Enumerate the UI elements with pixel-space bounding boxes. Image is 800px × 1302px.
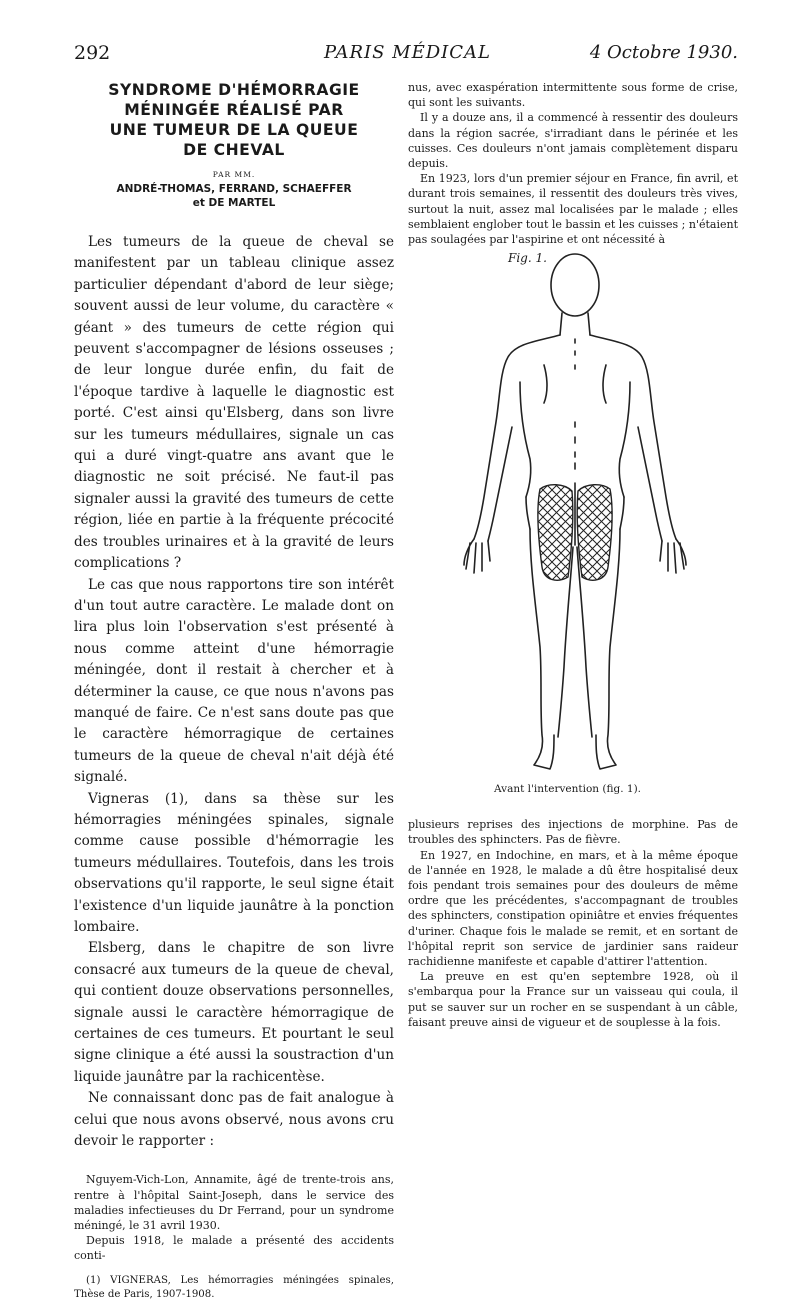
head-outline [551, 254, 599, 316]
observation-paragraph: En 1927, en Indochine, en mars, et à la même époque de l'année en 1928, le malade a dû être hospitalisé deux fois pendant trois semaines pour des douleurs de même ordre que les précédentes, s'accompagnant de troubles des sphincters, constipation opiniâtre et envies fréquentes d'uriner. Chaque fois le malade se remit, et en sortant de l'hôpital reprit son service de jardinier sans raideur rachidienne manifeste et capable d'attirer l'attention. [408, 848, 738, 969]
title-line: SYNDROME D'HÉMORRAGIE [108, 81, 360, 99]
authors-line: ANDRÉ-THOMAS, FERRAND, SCHAEFFER [116, 183, 352, 195]
paragraph: Les tumeurs de la queue de cheval se manifestent par un tableau clinique assez particulier dépendant d'abord de leur siège; souvent aussi de leur volume, du caractère « géant » des tumeurs de cette région qui peuvent s'accompagner de lésions osseuses ; de leur longue durée enfin, du fait de l'époque tardive à laquelle le diagnostic est porté. C'est ainsi qu'Elsberg, dans son livre sur les tumeurs médullaires, signale un cas qui a duré vingt-quatre ans avant que le diagnostic ne soit précisé. Ne faut-il pas signaler aussi la gravité des tumeurs de cette région, liée en partie à la fréquente précocité des troubles urinaires et à la gravité de leurs complications ? [74, 234, 394, 572]
figure-caption: Avant l'intervention (fig. 1). [494, 783, 642, 796]
par-mm: PAR MM. [212, 170, 256, 179]
observation-paragraph: Il y a douze ans, il a commencé à ressentir des douleurs dans la région sacrée, s'irradiant dans le périnée et les cuisses. Ces douleurs n'ont jamais complètement disparu depuis. [408, 111, 738, 171]
observation-paragraph: En 1923, lors d'un premier séjour en France, fin avril, et durant trois semaines, il ressentit des douleurs très vives, surtout la nuit, assez mal localisées par le malade ; elles semblaient englober tout le bassin et les cuisses ; n'étaient pas soulagées par l'aspirine et ont nécessité à [408, 172, 739, 247]
observation-start [74, 1172, 394, 1263]
journal-name: PARIS MÉDICAL [324, 42, 492, 63]
authors [74, 182, 394, 210]
page-header [74, 42, 738, 72]
paragraph: Ne connaissant donc pas de fait analogue à celui que nous avons observé, nous avons cru devoir le rapporter : [74, 1090, 394, 1150]
observation-continued [408, 80, 738, 247]
body-diagram-back-view [408, 247, 738, 777]
paragraph: Vigneras (1), dans sa thèse sur les hémorragies méningées spinales, signale comme cause possible d'hémorragie les tumeurs médullaires. Toutefois, dans les trois observations qu'il rapporte, le seul signe était l'existence d'un liquide jaunâtre à la ponction lombaire. [74, 790, 394, 935]
observation-paragraph: nus, avec exaspération intermittente sous forme de crise, qui sont les suivants. [408, 81, 738, 110]
hatched-area-left [538, 485, 573, 580]
issue-date: 4 Octobre 1930. [589, 42, 738, 63]
paragraph: Elsberg, dans le chapitre de son livre consacré aux tumeurs de la queue de cheval, qui contient douze observations personnelles, signale aussi le caractère hémorragique de certaines de ces tumeurs. Et pourtant le seul signe clinique a été aussi la soustraction d'un liquide jaunâtre par la rachicentèse. [74, 940, 394, 1085]
page-number: 292 [74, 42, 111, 64]
observation-paragraph: La preuve en est qu'en septembre 1928, où il s'embarqua pour la France sur un vaisseau qui coula, il put se sauver sur un rocher en se suspendant à un câble, faisant preuve ainsi de vigueur et de souplesse à la fois. [408, 970, 738, 1029]
hatched-area-right [577, 485, 612, 580]
article-body [74, 232, 394, 1152]
title-line: MÉNINGÉE RÉALISÉ PAR [124, 101, 344, 119]
figure-tag: Fig. 1. [508, 251, 547, 266]
right-column [408, 80, 738, 1030]
footnote: (1) VIGNERAS, Les hémorragies méningées spinales, Thèse de Paris, 1907-1908. [74, 1274, 394, 1300]
title-line: UNE TUMEUR DE LA QUEUE [109, 121, 359, 139]
title-line: DE CHEVAL [183, 141, 285, 159]
left-column [74, 80, 394, 1302]
observation-paragraph: Depuis 1918, le malade a présenté des accidents conti- [74, 1234, 394, 1263]
paragraph: Le cas que nous rapportons tire son intérêt d'un tout autre caractère. Le malade dont on lira plus loin l'observation s'est présenté à nous comme atteint d'une hémorragie méningée, dont il restait à chercher et à déterminer la cause, ce que nous n'avons pas manqué de faire. Ce n'est sans doute pas que le caractère hémorragique de certaines tumeurs de la queue de cheval n'ait déjà été signalé. [74, 576, 394, 786]
observation-paragraph: plusieurs reprises des injections de morphine. Pas de troubles des sphincters. Pas de fièvre. [408, 818, 738, 847]
observation-continued-2 [408, 817, 738, 1030]
observation-paragraph: Nguyem-Vich-Lon, Annamite, âgé de trente-trois ans, rentre à l'hôpital Saint-Joseph, dans le service des maladies infectieuses du Dr Ferrand, pour un syndrome méningé, le 31 avril 1930. [74, 1173, 394, 1233]
authors-line: et DE MARTEL [192, 197, 276, 209]
figure-1 [408, 247, 738, 817]
article-title [74, 80, 394, 160]
